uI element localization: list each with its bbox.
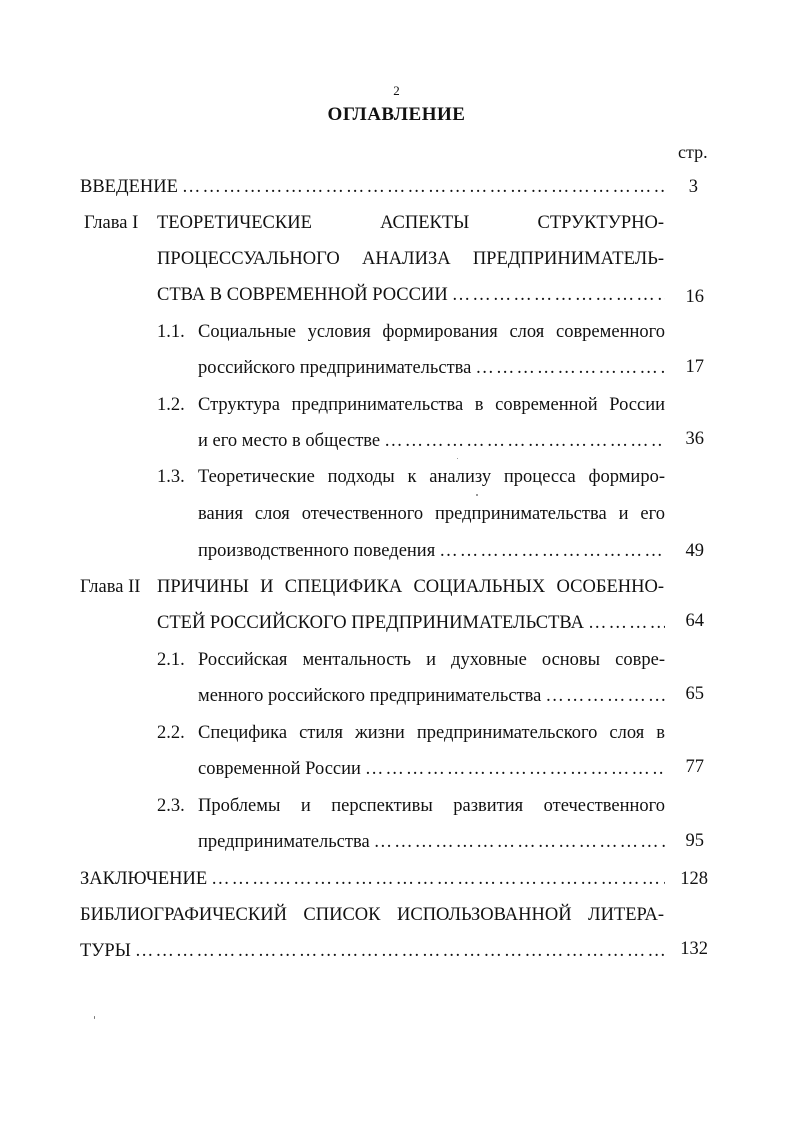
section-number: 1.1.	[157, 322, 185, 342]
toc-page-number: 16	[685, 287, 704, 307]
dot-leader	[452, 284, 665, 306]
toc-section-1-1-line2[interactable]	[198, 357, 667, 379]
toc-entry-text: СТВА В СОВРЕМЕННОЙ РОССИИ	[157, 285, 448, 305]
toc-entry-text: ЗАКЛЮЧЕНИЕ	[80, 869, 208, 889]
toc-entry-text: и его место в обществе	[198, 431, 381, 451]
dot-leader	[211, 868, 665, 890]
toc-entry-text: предпринимательства	[198, 832, 370, 852]
toc-section-2-2-line2[interactable]	[198, 758, 667, 780]
scan-speck	[457, 458, 458, 459]
toc-section-2-3-line2[interactable]	[198, 831, 667, 853]
toc-entry-conclusion[interactable]	[80, 868, 667, 890]
toc-entry-text: российского предпринимательства	[198, 358, 472, 378]
chapter-label: Глава II	[80, 577, 141, 597]
toc-bibliography-line1[interactable]: БИБЛИОГРАФИЧЕСКИЙ СПИСОК ИСПОЛЬЗОВАННОЙ ЛИТЕРА-	[80, 905, 664, 925]
toc-section-1-2-line1[interactable]: Структура предпринимательства в современной России	[198, 395, 665, 415]
toc-page-number: 17	[685, 357, 704, 377]
toc-section-2-1-line1[interactable]: Российская ментальность и духовные основы совре-	[198, 650, 665, 670]
toc-section-1-2-line2[interactable]	[198, 430, 667, 452]
toc-page-number: 65	[685, 684, 704, 704]
toc-bibliography-line2[interactable]	[80, 940, 667, 962]
toc-entry-text: современной России	[198, 759, 361, 779]
toc-chapter1-line2[interactable]: ПРОЦЕССУАЛЬНОГО АНАЛИЗА ПРЕДПРИНИМАТЕЛЬ-	[157, 249, 664, 269]
dot-leader	[135, 940, 665, 962]
dot-leader	[365, 758, 665, 780]
toc-chapter2-line2[interactable]	[157, 612, 667, 634]
pages-column-header: стр.	[678, 142, 708, 162]
toc-page-number: 49	[685, 541, 704, 561]
toc-section-2-3-line1[interactable]: Проблемы и перспективы развития отечественного	[198, 796, 665, 816]
toc-section-2-2-line1[interactable]: Специфика стиля жизни предпринимательского слоя в	[198, 723, 665, 743]
toc-section-2-1-line2[interactable]	[198, 685, 667, 707]
toc-entry-intro[interactable]	[80, 176, 667, 198]
toc-entry-text: менного российского предпринимательства	[198, 686, 542, 706]
dot-leader	[182, 176, 665, 198]
toc-chapter1-line1[interactable]: ТЕОРЕТИЧЕСКИЕ АСПЕКТЫ СТРУКТУРНО-	[157, 213, 664, 233]
toc-chapter2-line1[interactable]: ПРИЧИНЫ И СПЕЦИФИКА СОЦИАЛЬНЫХ ОСОБЕННО-	[157, 577, 664, 597]
toc-page-number: 36	[685, 429, 704, 449]
toc-section-1-1-line1[interactable]: Социальные условия формирования слоя современного	[198, 322, 665, 342]
dot-leader	[384, 430, 665, 452]
page-title: ОГЛАВЛЕНИЕ	[327, 104, 466, 125]
toc-chapter1-line3[interactable]	[157, 284, 667, 306]
dot-leader	[588, 612, 665, 634]
toc-entry-text: СТЕЙ РОССИЙСКОГО ПРЕДПРИНИМАТЕЛЬСТВА	[157, 613, 584, 633]
toc-entry-text: ВВЕДЕНИЕ	[80, 177, 178, 197]
toc-section-1-3-line2[interactable]: вания слоя отечественного предпринимательства и его	[198, 504, 665, 524]
toc-section-1-3-line1[interactable]: Теоретические подходы к анализу процесса формиро-	[198, 467, 665, 487]
toc-page-number: 132	[680, 939, 708, 959]
section-number: 2.1.	[157, 650, 185, 670]
toc-section-1-3-line3[interactable]	[198, 540, 667, 562]
dot-leader	[475, 357, 665, 379]
page-number: 2	[393, 83, 400, 98]
toc-entry-text: ТУРЫ	[80, 941, 131, 961]
section-number: 1.2.	[157, 395, 185, 415]
toc-entry-text: производственного поведения	[198, 541, 436, 561]
dot-leader	[545, 685, 665, 707]
scan-speck	[94, 1016, 95, 1019]
toc-page-number: 128	[680, 869, 708, 889]
dot-leader	[439, 540, 665, 562]
section-number: 1.3.	[157, 467, 185, 487]
dot-leader	[374, 831, 665, 853]
toc-page-number: 64	[685, 611, 704, 631]
section-number: 2.3.	[157, 796, 185, 816]
scan-speck	[476, 494, 478, 496]
chapter-label: Глава I	[84, 213, 139, 233]
toc-page-number: 95	[685, 831, 704, 851]
section-number: 2.2.	[157, 723, 185, 743]
toc-page-number: 77	[685, 757, 704, 777]
toc-page-number: 3	[688, 177, 698, 197]
